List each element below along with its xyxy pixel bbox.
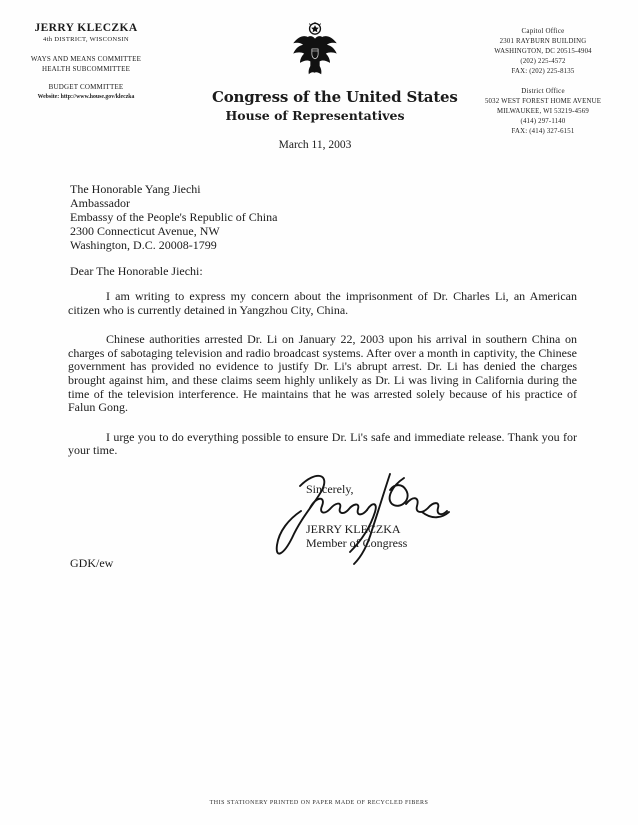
letterhead-center-block (212, 22, 458, 123)
org-title: Congress of the United States (212, 88, 458, 106)
recipient-line: Washington, D.C. 20008-1799 (70, 238, 217, 252)
recipient-line: 2300 Connecticut Avenue, NW (70, 224, 220, 238)
handwritten-signature (270, 466, 452, 572)
paragraph: Chinese authorities arrested Dr. Li on January 22, 2003 upon his arrival in southern China on charges of sabotaging television and radio broadcast systems. After over a month in captivity, the Chinese government has provided no evidence to justify Dr. Li's abrupt arrest. Dr. Li has denied the charges brought against him, and these claims seem highly unlikely as Dr. Li was living in California during the time of the television interference. He maintains that he was arrested solely because of his practice of Falun Gong. (68, 332, 577, 415)
capitol-office-line: 2301 RAYBURN BUILDING (499, 37, 587, 45)
district-office-block (460, 86, 626, 137)
letterhead-offices-block (460, 26, 626, 138)
salutation: Dear The Honorable Jiechi: (70, 264, 203, 278)
committee-budget: BUDGET COMMITTEE (48, 83, 124, 92)
paragraph: I am writing to express my concern about the imprisonment of Dr. Charles Li, an American citizen who is currently detained in Yangzhou City, China. (68, 289, 577, 317)
committee-line: WAYS AND MEANS COMMITTEE (30, 55, 142, 63)
member-district: 4th DISTRICT, WISCONSIN (43, 36, 129, 43)
district-office-line: FAX: (414) 327-6151 (511, 128, 575, 136)
district-office-title: District Office (521, 87, 565, 96)
recipient-line: Ambassador (70, 196, 130, 210)
capitol-office-line: (202) 225-4572 (520, 57, 566, 65)
committee-ways-means (12, 54, 160, 74)
letter-date: March 11, 2003 (278, 139, 352, 151)
capitol-office-line: WASHINGTON, DC 20515-4904 (494, 47, 592, 55)
subcommittee-line: HEALTH SUBCOMMITTEE (41, 65, 131, 74)
recipient-line: The Honorable Yang Jiechi (70, 182, 201, 196)
signer-name: JERRY KLECZKA (306, 522, 401, 536)
letter-body (68, 290, 577, 474)
congress-eagle-seal-icon (289, 22, 341, 80)
recipient-address-block (70, 182, 277, 252)
recycled-paper-note: THIS STATIONERY PRINTED ON PAPER MADE OF RECYCLED FIBERS (209, 800, 429, 806)
district-office-line: MILWAUKEE, WI 53219-4569 (497, 107, 589, 115)
org-subtitle: House of Representatives (225, 108, 405, 123)
member-website: Website: http://www.house.gov/kleczka (37, 94, 135, 101)
closing: Sincerely, (306, 482, 354, 496)
letterhead-member-block (12, 22, 160, 100)
district-office-line: 5032 WEST FOREST HOME AVENUE (484, 97, 602, 105)
district-office-line: (414) 297-1140 (520, 118, 566, 126)
reference-initials: GDK/ew (70, 556, 114, 570)
signer-title: Member of Congress (306, 536, 408, 550)
member-name: JERRY KLECZKA (34, 22, 138, 34)
recipient-line: Embassy of the People's Republic of China (70, 210, 278, 224)
paragraph: I urge you to do everything possible to ensure Dr. Li's safe and immediate release. Thank you for your time. (68, 429, 577, 458)
capitol-office-title: Capitol Office (521, 27, 565, 35)
capitol-office-block (460, 26, 626, 77)
capitol-office-line: FAX: (202) 225-8135 (511, 68, 575, 76)
